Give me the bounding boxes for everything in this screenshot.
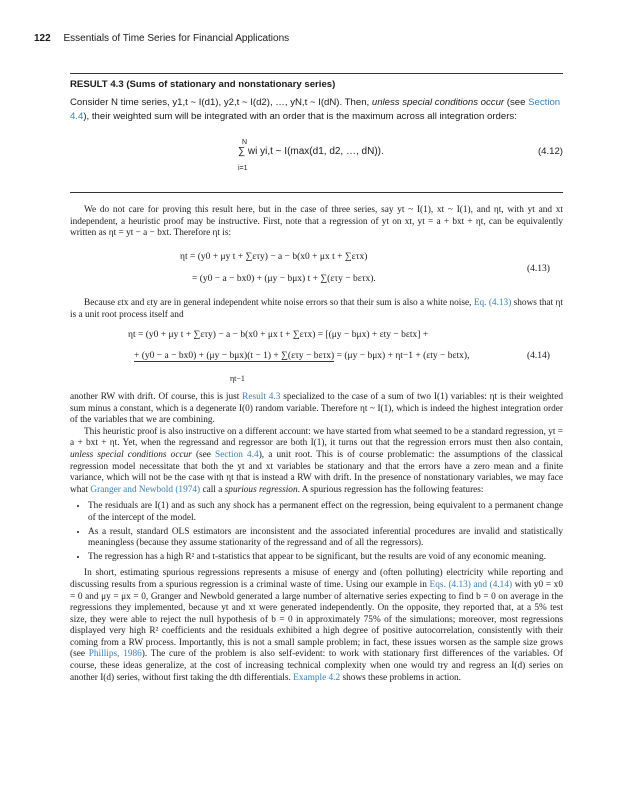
p4-emphasis-2: spurious regression [224, 484, 298, 495]
result-text-4: ), their weighted sum will be integrated with an order that is the maximum across all integration orders: [83, 110, 517, 122]
p4-part-a: This heuristic proof is also instructive on a different account: we have started from what seemed to be a standard regression, yt = a + bxt + ηt. Yet, when the regressand and regressor are both I(1), it turns out that the regression errors must then also contain, [70, 426, 563, 449]
page-header [34, 33, 591, 44]
equation-text: ∑ wi yi,t ~ I(max(d1, d2, …, dN)). [238, 146, 384, 157]
p5-part-d: shows these problems in action. [340, 672, 461, 683]
result-text-3: (see [504, 97, 529, 108]
p4-part-b: (see [191, 449, 216, 460]
paragraph-5-text [70, 568, 563, 684]
page-number: 122 [34, 33, 51, 44]
feature-item: • The regression has a high R² and t-statistics that appear to be significant, but the results are void of any economic meaning. [88, 552, 563, 564]
feature-item: • The residuals are I(1) and as such any shock has a permanent effect on the regression, being equivalent to a permanent change of the intercept of the model. [88, 501, 563, 524]
eq-4-14-underbrace: + (y0 − a − bx0) + (μy − bμx)(t − 1) + ∑(ετy − bετx) [134, 351, 335, 361]
eq-4-14-line-2 [134, 351, 469, 362]
running-title: Essentials of Time Series for Financial Applications [63, 33, 290, 44]
eq-4-14-underbrace-label: ηt−1 [230, 374, 245, 383]
example-4-2-link[interactable]: Example 4.2 [293, 672, 341, 683]
paragraph-2-text [70, 298, 563, 321]
granger-newbold-link[interactable]: Granger and Newbold (1974) [90, 484, 201, 495]
result-title: RESULT 4.3 (Sums of stationary and nonstationary series) [70, 79, 336, 90]
phillips-link[interactable]: Phillips, 1986 [88, 649, 142, 660]
result-text [70, 96, 563, 123]
paragraph-4-text [70, 427, 563, 497]
p4-emphasis: unless special conditions occur [70, 449, 192, 460]
eqs-link[interactable]: Eqs. (4.13) and (4.14) [429, 579, 513, 590]
equation-number: (4.12) [537, 146, 563, 157]
p5-part-b: with y0 = x0 = 0 and μy = μx = 0, Granger and Newbold generated a large number of alternative series expecting to find b = 0 on average in the regressions they implemented, because yt and xt were generated independently. On the opposite, they reported that, at a 5% test size, they were able to reject the null hypothesis of b = 0 in approximately 75% of the simulations; moreover, most regressions displayed very high R² coefficients and the residuals exhibited a high degree of positive autocorrelation, consistently with their coming from a RW process. Importantly, this is not a small sample problem; in fact, these issues worsen as the sample size grows (see [70, 579, 563, 660]
paragraph-3-text [70, 392, 563, 427]
eq-4-13-link[interactable]: Eq. (4.13) [473, 298, 512, 308]
sum-upper-limit: N [242, 139, 248, 146]
eq-4-13-number: (4.13) [527, 264, 550, 274]
eq-4-14-number: (4.14) [527, 351, 550, 361]
eq-4-13-line-2: = (y0 − a − bx0) + (μy − bμx) t + ∑(ετy − bετx). [192, 274, 376, 284]
p4-part-c: ), a unit root. This is of course problematic: the assumptions of the classical regression model necessitate that both the yt and xt variables be stationary and that the errors have a zero mean and a finite variance, which will not be the case with ηt that is instead a RW with drift. In the presence of nonstationary variables, we may face what [70, 449, 564, 495]
paragraph-1-text: We do not care for proving this result here, but in the case of three series, say yt ~ I(1), xt ~ I(1), and ηt, with yt and xt independent, a heuristic proof may be instructive. First, note that a regression of yt on xt, yt = a + bxt + ηt, can be equivalently written as ηt = yt − a − bxt. Therefore ηt is: [70, 205, 563, 239]
p5-part-a: In short, estimating spurious regressions represents a misuse of energy and (often polluting) electricity while reporting and discussing results from a spurious regression is a criminal waste of time. Using our example in [70, 568, 563, 590]
p4-part-e: . A spurious regression has the following features: [297, 484, 484, 495]
p3-part-a: another RW with drift. Of course, this is just [70, 392, 243, 402]
p2-part-b: shows that ηt is a unit root process itself and [70, 298, 564, 320]
feature-item: • As a result, standard OLS estimators are inconsistent and the associated inferential procedures are invalid and statistically meaningless (because they assume stationarity of the regressand and of all the regressors). [88, 527, 563, 550]
result-4-3-link[interactable]: Result 4.3 [242, 392, 281, 402]
result-text-emphasis: unless special conditions occur [371, 97, 505, 108]
eq-4-13-line-1: ηt = (y0 + μy t + ∑ετy) − a − b(x0 + μx t + ∑ετx) [180, 252, 368, 262]
p2-part-a: Because εtx and εty are in general independent white noise errors so that their sum is also a white noise, [84, 298, 474, 308]
paragraph-1 [70, 205, 563, 240]
paragraph-3 [70, 392, 563, 684]
feature-list [70, 501, 563, 563]
p4-part-d: call a [200, 484, 225, 495]
p3-part-b: specialized to the case of a sum of two I(1) variables: ηt is their weighted sum minus a constant, which is a degenerate I(0) random variable. Therefore ηt ~ I(1), which is indeed the highest integration order of the variables that we are combining. [70, 392, 563, 426]
section-link[interactable]: Section 4.4 [70, 97, 561, 122]
section-4-4-link[interactable]: Section 4.4 [215, 449, 259, 460]
p5-part-c: ). The cure of the problem is also self-evident: to work with stationary first differences of the variables. Of course, these ideas generalize, at the cost of increasing technical complexity when one would try and regress an I(d) series on another I(d) series, without first taking the dth differentials. [70, 649, 563, 683]
eq-4-14-line-1: ηt = (y0 + μy t + ∑ετy) − a − b(x0 + μx t + ∑ετx) = [(μy − bμx) + εty − bεtx] + [128, 330, 429, 340]
result-text-1: Consider N time series, y1,t ~ I(d1), y2,t ~ I(d2), …, yN,t ~ I(dN). Then, [70, 97, 372, 108]
eq-4-14-line-2-rest: = (μy − bμx) + ηt−1 + (εty − bεtx), [334, 351, 470, 361]
paragraph-2 [70, 298, 563, 321]
sum-lower-limit: i=1 [238, 165, 248, 172]
result-box [70, 73, 563, 193]
